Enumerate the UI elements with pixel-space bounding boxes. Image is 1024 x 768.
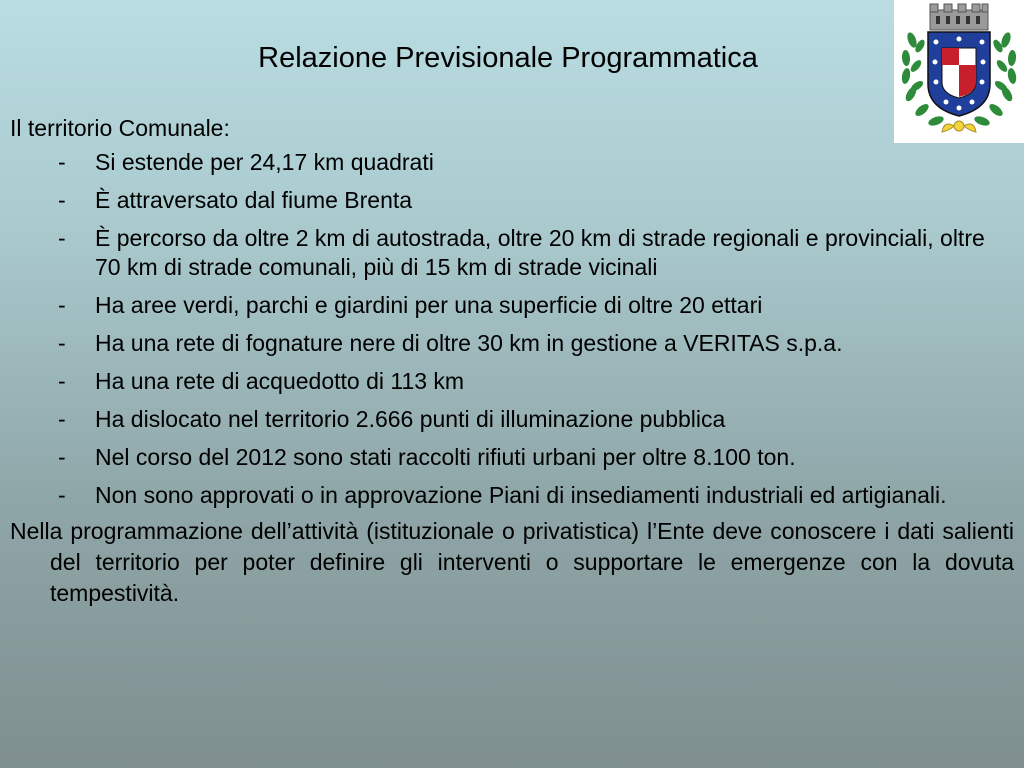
bullet-marker: - — [58, 406, 66, 432]
list-item-text: Si estende per 24,17 km quadrati — [95, 149, 434, 175]
bullet-marker: - — [58, 368, 66, 394]
bullet-marker: - — [58, 482, 66, 508]
list-item-text: Ha aree verdi, parchi e giardini per una superficie di oltre 20 ettari — [95, 292, 763, 318]
bullet-marker: - — [58, 444, 66, 470]
list-item — [10, 186, 1014, 215]
list-item — [10, 291, 1014, 320]
list-item-text: Ha dislocato nel territorio 2.666 punti di illuminazione pubblica — [95, 406, 726, 432]
list-item — [10, 329, 1014, 358]
bullet-marker: - — [58, 292, 66, 318]
slide-body — [10, 114, 1014, 609]
list-item-text: È percorso da oltre 2 km di autostrada, oltre 20 km di strade regionali e provinciali, oltre 70 km di strade comunali, più di 15 km di strade vicinali — [95, 225, 985, 280]
bullet-marker: - — [58, 149, 66, 175]
closing-paragraph: Nella programmazione dell’attività (istituzionale o privatistica) l’Ente deve conoscere i dati salienti del territorio per poter definire gli interventi o supportare le emergenze con la dovuta tempestività. — [10, 518, 1014, 606]
list-item-text: Ha una rete di fognature nere di oltre 30 km in gestione a VERITAS s.p.a. — [95, 330, 843, 356]
list-item-text: È attraversato dal fiume Brenta — [95, 187, 413, 213]
list-item-text: Nel corso del 2012 sono stati raccolti rifiuti urbani per oltre 8.100 ton. — [95, 444, 796, 470]
list-item-text: Ha una rete di acquedotto di 113 km — [95, 368, 465, 394]
bullet-marker: - — [58, 225, 66, 251]
slide-title: Relazione Previsionale Programmatica — [258, 42, 758, 74]
list-item — [10, 481, 1014, 510]
list-item — [10, 367, 1014, 396]
list-item — [10, 148, 1014, 177]
bullet-list — [10, 148, 1014, 510]
list-item-text: Non sono approvati o in approvazione Piani di insediamenti industriali ed artigianali. — [95, 482, 947, 508]
bullet-marker: - — [58, 187, 66, 213]
list-item — [10, 443, 1014, 472]
intro-text: Il territorio Comunale: — [10, 115, 230, 141]
bullet-marker: - — [58, 330, 66, 356]
list-item — [10, 224, 1014, 282]
list-item — [10, 405, 1014, 434]
